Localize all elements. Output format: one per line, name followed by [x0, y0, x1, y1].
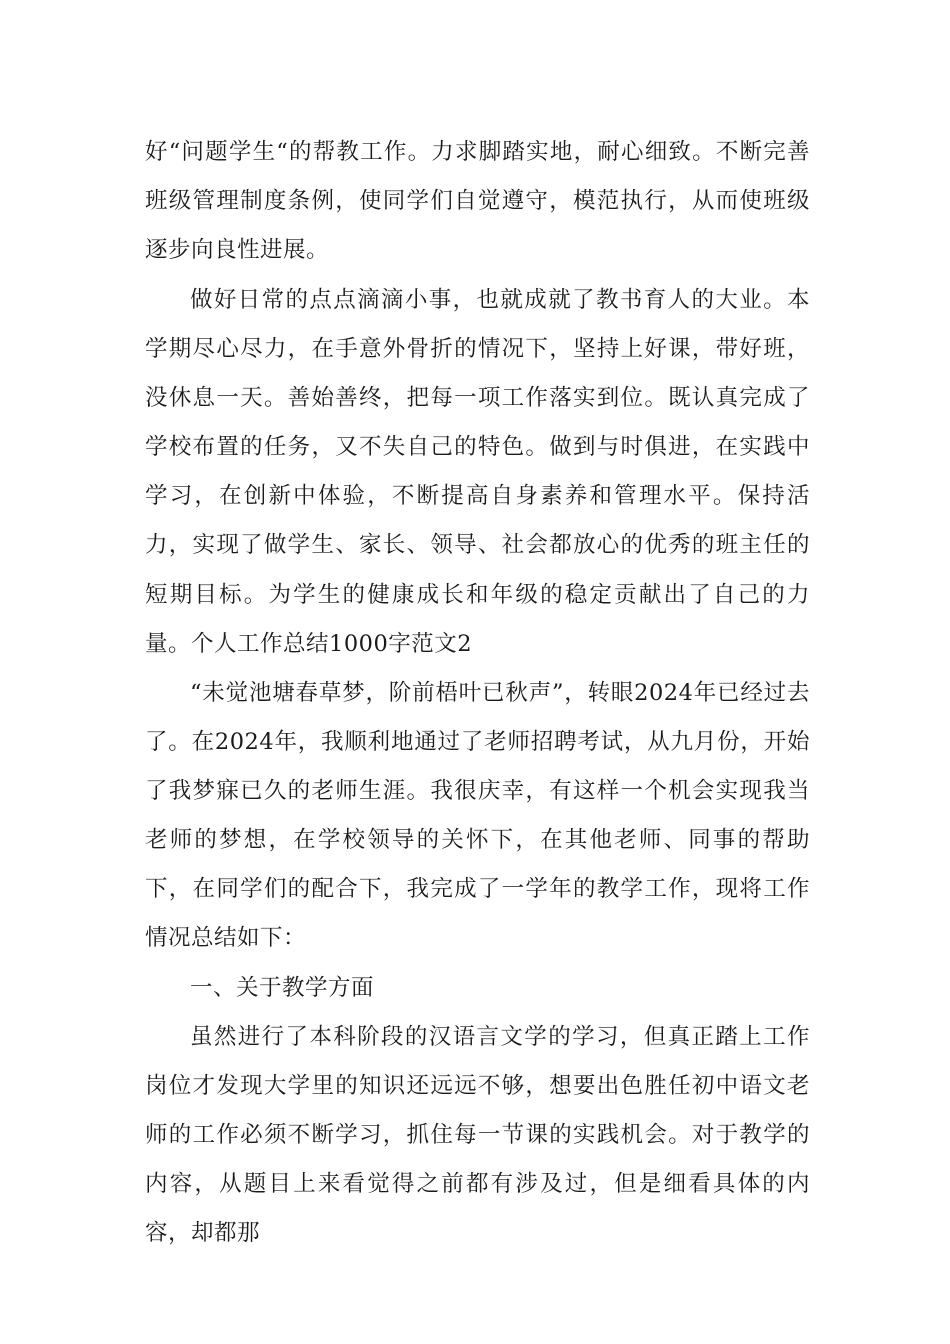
paragraph-block-4 [145, 1013, 810, 1258]
paragraph-block-2 [145, 276, 810, 669]
paragraph-daily-work: 做好日常的点点滴滴小事，也就成就了教书育人的大业。本学期尽心尽力，在手意外骨折的情况下，坚持上好课，带好班，没休息一天。善始善终，把每一项工作落实到位。既认真完成了学校布置的任务，又不失自己的特色。做到与时俱进，在实践中学习，在创新中体验，不断提高自身素养和管理水平。保持活力，实现了做学生、家长、领导、社会都放心的优秀的班主任的短期目标。为学生的健康成长和年级的稳定贡献出了自己的力量。个人工作总结1000字范文2 [145, 287, 810, 657]
paragraph-intro-2024: “未觉池塘春草梦，阶前梧叶已秋声”，转眼2024年已经过去了。在2024年，我顺利地通过了老师招聘考试，从九月份，开始了我梦寐已久的老师生涯。我很庆幸，有这样一个机会实现我当老师的梦想，在学校领导的关怀下，在其他老师、同事的帮助下，在同学们的配合下，我完成了一学年的教学工作，现将工作情况总结如下： [145, 680, 810, 952]
paragraph-teaching-study: 虽然进行了本科阶段的汉语言文学的学习，但真正踏上工作岗位才发现大学里的知识还远远不够，想要出色胜任初中语文老师的工作必须不断学习，抓住每一节课的实践机会。对于教学的内容，从题目上来看觉得之前都有涉及过，但是细看具体的内容，却都那 [145, 1024, 810, 1247]
paragraph-block-1 [145, 128, 810, 275]
paragraph-continuation: 好“问题学生“的帮教工作。力求脚踏实地，耐心细致。不断完善班级管理制度条例，使同学们自觉遵守，模范执行，从而使班级逐步向良性进展。 [145, 139, 810, 264]
paragraph-block-3 [145, 669, 810, 964]
section-heading-teaching: 一、关于教学方面 [190, 975, 375, 1001]
section-heading-block [145, 964, 810, 1013]
